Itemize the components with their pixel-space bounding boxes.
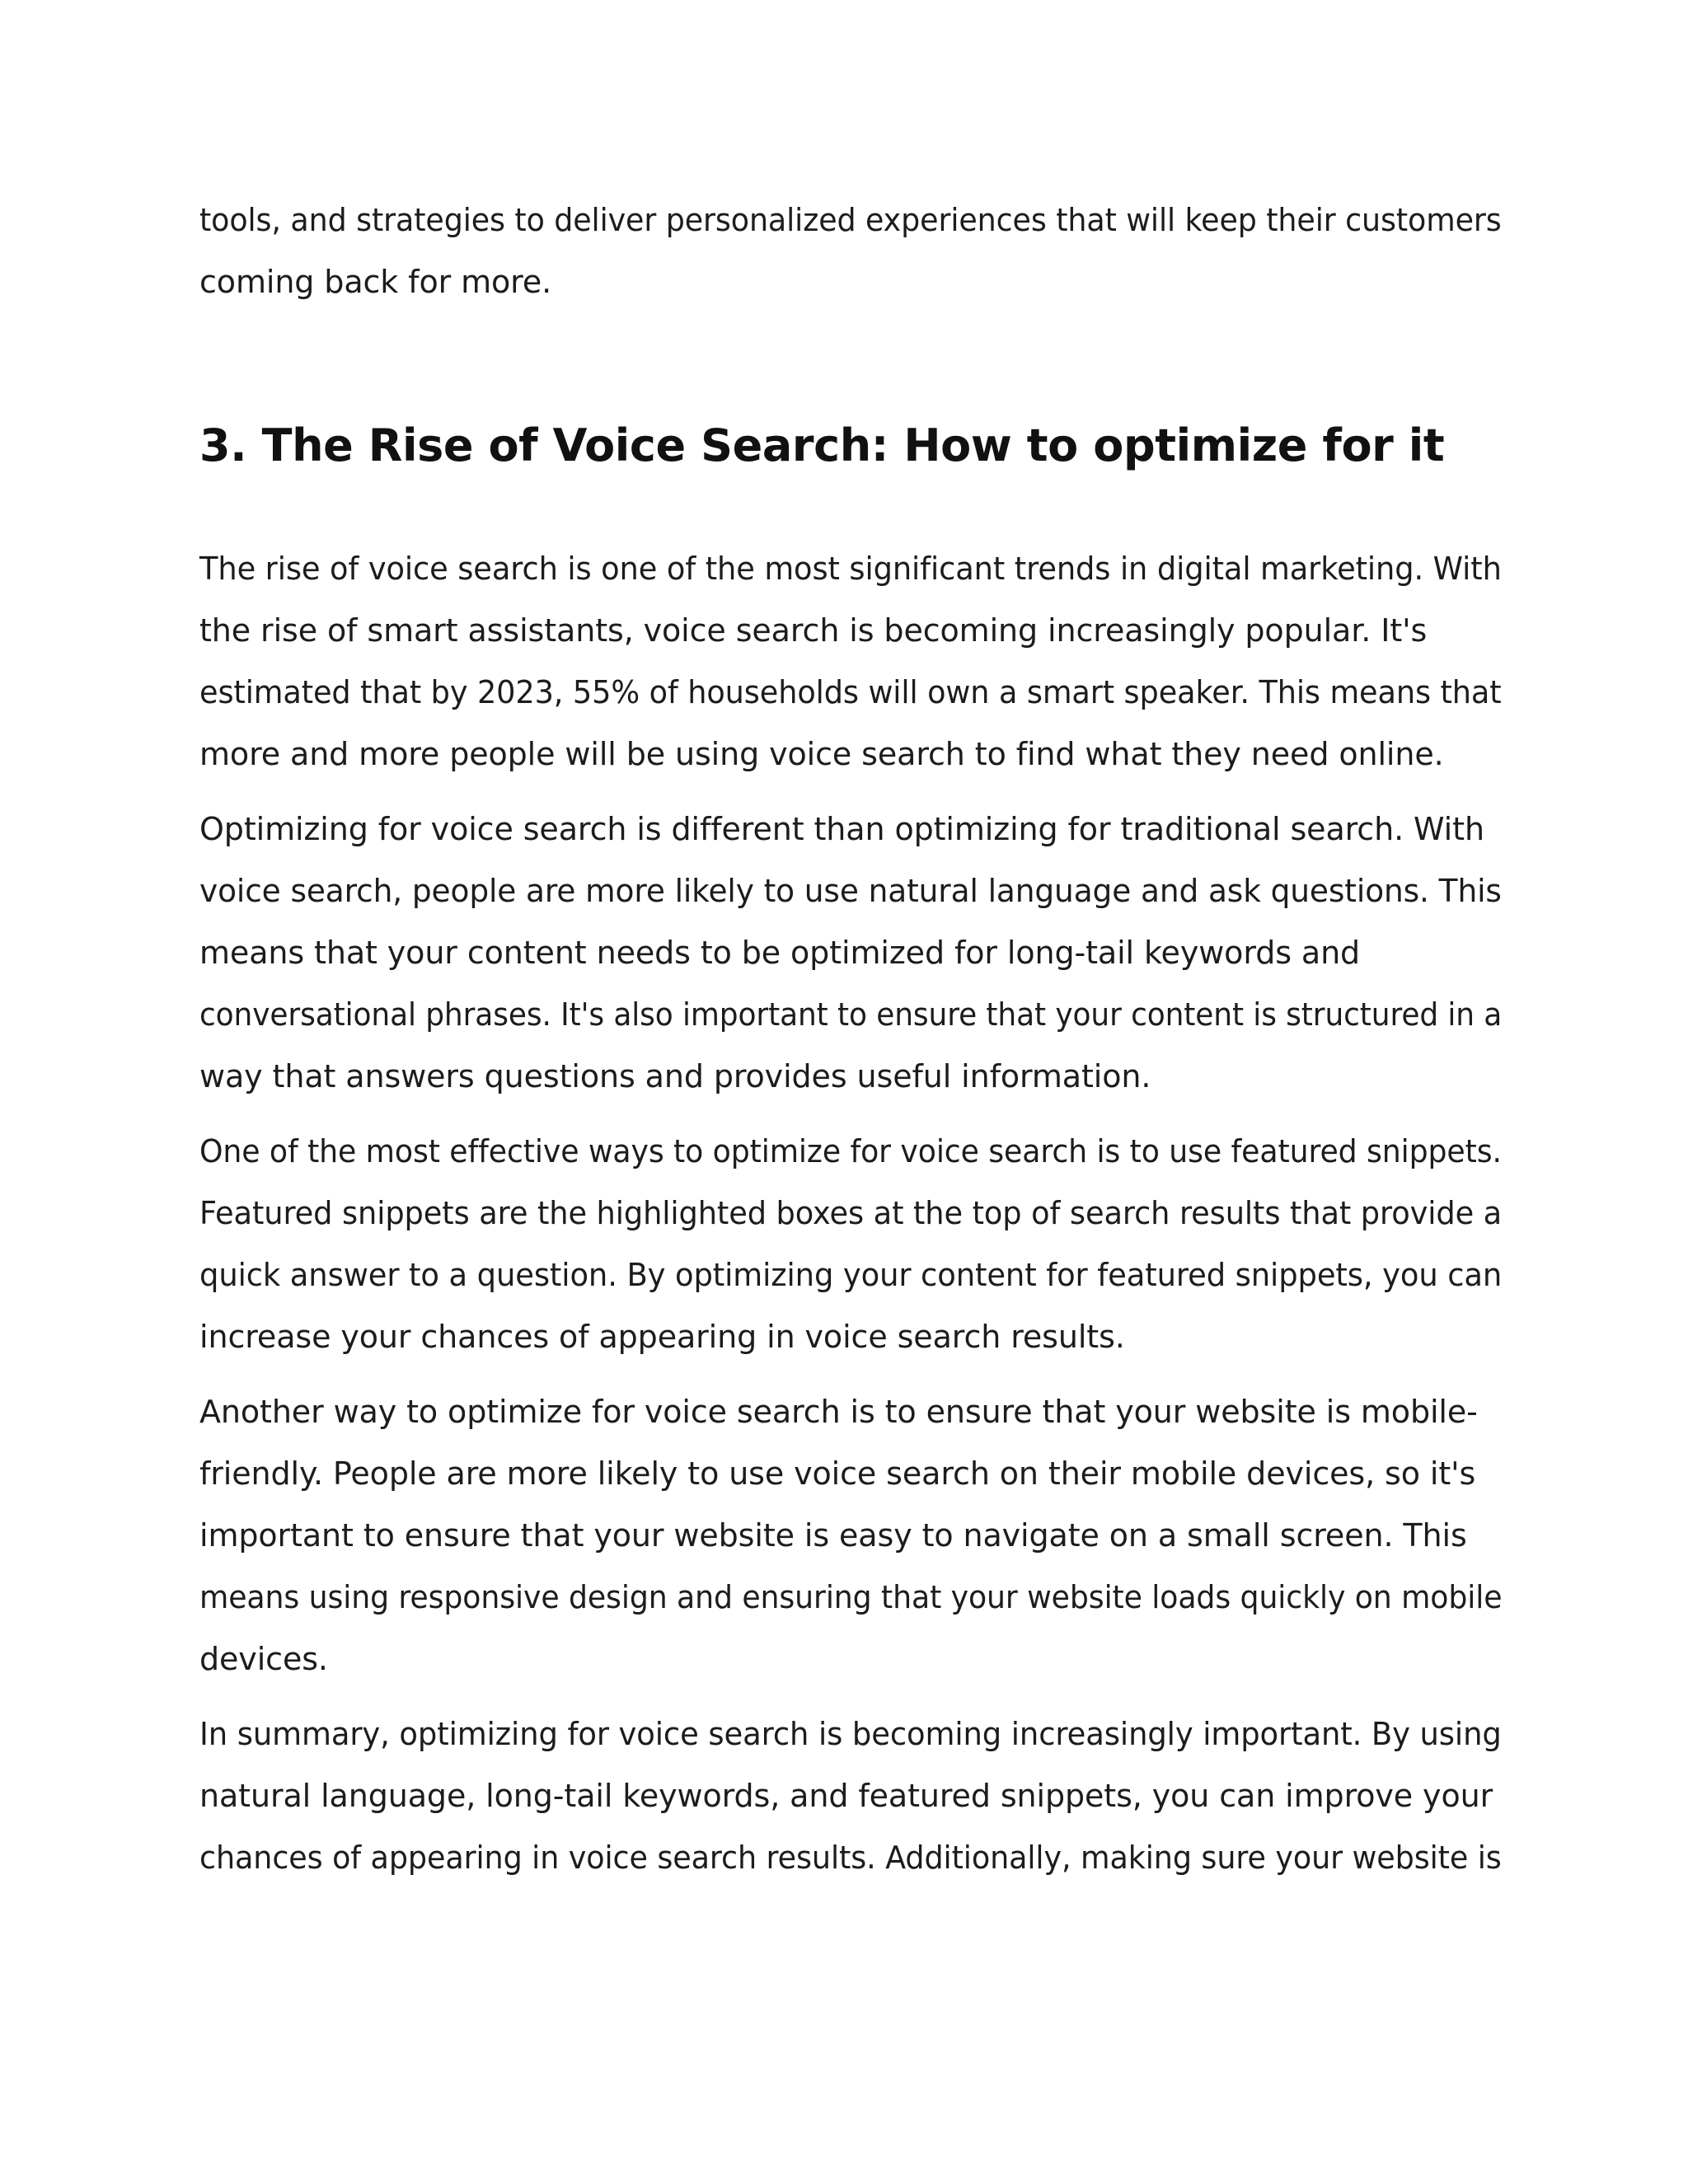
text-line: increase your chances of appearing in voice search results. — [199, 1319, 1125, 1355]
text-line: the rise of smart assistants, voice search is becoming increasingly popular. It's — [199, 612, 1428, 649]
text-line: In summary, optimizing for voice search is becoming increasingly important. By using — [199, 1716, 1502, 1752]
text-line: important to ensure that your website is easy to navigate on a small screen. This — [199, 1517, 1467, 1554]
text-line: voice search, people are more likely to use natural language and ask questions. This — [199, 873, 1502, 909]
text-line: The rise of voice search is one of the most significant trends in digital marketing. With — [199, 551, 1502, 587]
text-line: tools, and strategies to deliver personalized experiences that will keep their customers — [199, 202, 1502, 238]
text-line: means using responsive design and ensuring that your website loads quickly on mobile — [199, 1579, 1503, 1615]
text-line: quick answer to a question. By optimizing your content for featured snippets, you can — [199, 1257, 1503, 1293]
text-line: friendly. People are more likely to use voice search on their mobile devices, so it's — [199, 1455, 1476, 1492]
text-line: coming back for more. — [199, 264, 552, 300]
text-line: chances of appearing in voice search results. Additionally, making sure your website is — [199, 1840, 1502, 1876]
text-line: more and more people will be using voice search to find what they need online. — [199, 736, 1444, 772]
text-line: means that your content needs to be optimized for long-tail keywords and — [199, 935, 1361, 971]
text-line: One of the most effective ways to optimize for voice search is to use featured snippets. — [199, 1133, 1502, 1169]
text-line: way that answers questions and provides useful information. — [199, 1058, 1151, 1094]
section-heading: 3. The Rise of Voice Search: How to optimize for it — [199, 419, 1445, 471]
text-line: Another way to optimize for voice search is to ensure that your website is mobile- — [199, 1394, 1478, 1430]
text-line: estimated that by 2023, 55% of households will own a smart speaker. This means that — [199, 674, 1502, 710]
text-line: natural language, long-tail keywords, and featured snippets, you can improve your — [199, 1778, 1493, 1814]
text-line: devices. — [199, 1641, 328, 1677]
document-page — [199, 0, 1502, 2184]
text-line: Featured snippets are the highlighted boxes at the top of search results that provide a — [199, 1195, 1503, 1231]
text-line: conversational phrases. It's also important to ensure that your content is structured in a — [199, 996, 1503, 1033]
text-line: Optimizing for voice search is different than optimizing for traditional search. With — [199, 811, 1484, 847]
